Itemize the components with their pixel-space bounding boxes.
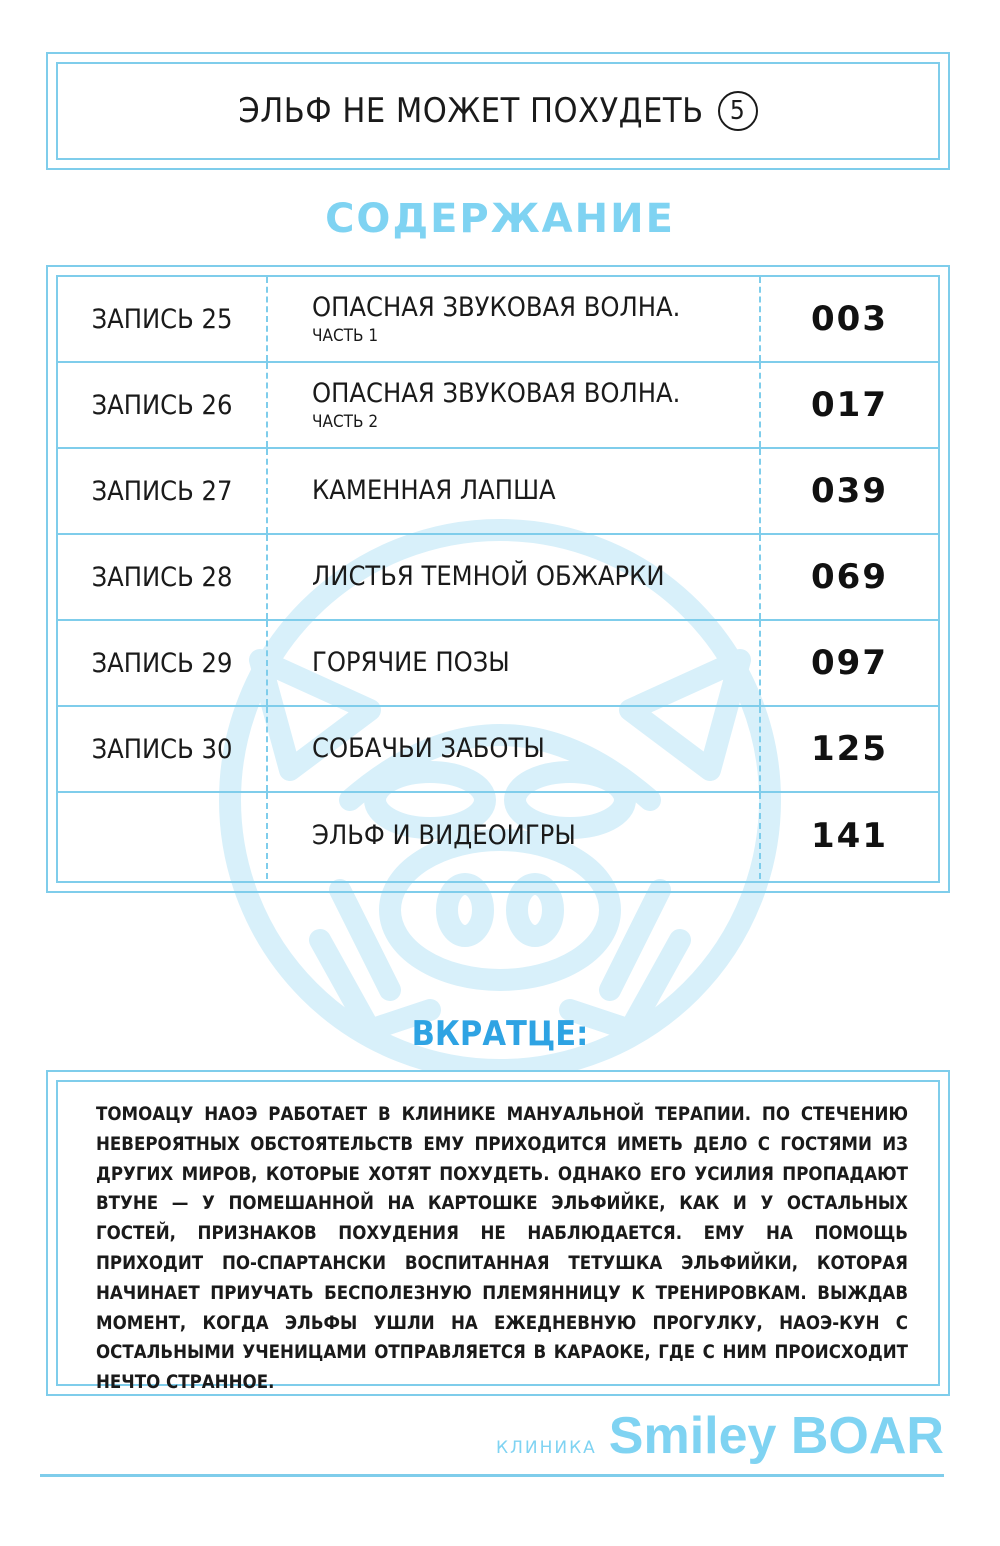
- toc-title: СОБАЧЬИ ЗАБОТЫ: [312, 733, 545, 764]
- toc-title: ЭЛЬФ И ВИДЕОИГРЫ: [312, 820, 576, 851]
- toc-page-number: 069: [759, 535, 938, 619]
- toc-record: ЗАПИСЬ 30: [58, 707, 268, 791]
- book-title-text: ЭЛЬФ НЕ МОЖЕТ ПОХУДЕТЬ: [238, 91, 704, 131]
- toc-page-number: 003: [759, 277, 938, 361]
- toc-row[interactable]: [58, 277, 938, 363]
- toc-chapter-title: [312, 535, 752, 619]
- toc-chapter-title: [312, 621, 752, 705]
- toc-record: ЗАПИСЬ 27: [58, 449, 268, 533]
- toc-row[interactable]: [58, 363, 938, 449]
- toc-page-number: 017: [759, 363, 938, 447]
- summary-heading: ВКРАТЦЕ:: [411, 1014, 589, 1054]
- toc-title: ГОРЯЧИЕ ПОЗЫ: [312, 647, 510, 678]
- footer-brand: [496, 1406, 944, 1466]
- toc-title: ЛИСТЬЯ ТЕМНОЙ ОБЖАРКИ: [312, 561, 665, 592]
- footer-brand-name: Smiley BOAR: [608, 1407, 944, 1465]
- toc-chapter-title: [312, 363, 752, 447]
- toc-row[interactable]: [58, 707, 938, 793]
- toc-title: ОПАСНАЯ ЗВУКОВАЯ ВОЛНА.: [312, 292, 681, 323]
- contents-heading: СОДЕРЖАНИЕ: [325, 196, 675, 242]
- toc-record: ЗАПИСЬ 29: [58, 621, 268, 705]
- footer-divider: [40, 1474, 944, 1477]
- toc-chapter-title: [312, 277, 752, 361]
- header-box: [46, 52, 950, 170]
- toc-row[interactable]: [58, 449, 938, 535]
- toc-chapter-title: [312, 449, 752, 533]
- toc-chapter-title: [312, 707, 752, 791]
- toc-page-number: 097: [759, 621, 938, 705]
- toc-subtitle: ЧАСТЬ 2: [312, 412, 379, 432]
- summary-box: [46, 1070, 950, 1396]
- table-of-contents: [46, 265, 950, 893]
- toc-title: ОПАСНАЯ ЗВУКОВАЯ ВОЛНА.: [312, 378, 681, 409]
- footer-prefix: КЛИНИКА: [496, 1438, 597, 1458]
- book-title: [48, 54, 948, 168]
- summary-text: ТОМОАЦУ НАОЭ РАБОТАЕТ В КЛИНИКЕ МАНУАЛЬНОЙ ТЕРАПИИ. ПО СТЕЧЕНИЮ НЕВЕРОЯТНЫХ ОБСТОЯТЕЛЬСТВ ЕМУ ПРИХОДИТСЯ ИМЕТЬ ДЕЛО С ГОСТЯМИ ИЗ ДРУГИХ МИРОВ, КОТОРЫЕ ХОТЯТ ПОХУДЕТЬ. ОДНАКО ЕГО УСИЛИЯ ПРОПАДАЮТ ВТУНЕ — У ПОМЕШАННОЙ НА КАРТОШКЕ ЭЛЬФИЙКЕ, КАК И У ОСТАЛЬНЫХ ГОСТЕЙ, ПРИЗНАКОВ ПОХУДЕНИЯ НЕ НАБЛЮДАЕТСЯ. ЕМУ НА ПОМОЩЬ ПРИХОДИТ ПО-СПАРТАНСКИ ВОСПИТАННАЯ ТЕТУШКА ЭЛЬФИЙКИ, КОТОРАЯ НАЧИНАЕТ ПРИУЧАТЬ БЕСПОЛЕЗНУЮ ПЛЕМЯННИЦУ К ТРЕНИРОВКАМ. ВЫЖДАВ МОМЕНТ, КОГДА ЭЛЬФЫ УШЛИ НА ЕЖЕДНЕВНУЮ ПРОГУЛКУ, НАОЭ-КУН С ОСТАЛЬНЫМИ УЧЕНИЦАМИ ОТПРАВЛЯЕТСЯ В КАРАОКЕ, ГДЕ С НИМ ПРОИСХОДИТ НЕЧТО СТРАННОЕ.: [96, 1104, 908, 1394]
- toc-chapter-title: [312, 793, 752, 879]
- toc-page-number: 039: [759, 449, 938, 533]
- toc-row[interactable]: [58, 621, 938, 707]
- toc-subtitle: ЧАСТЬ 1: [312, 326, 379, 346]
- volume-number: 5: [718, 91, 758, 131]
- toc-row[interactable]: [58, 535, 938, 621]
- toc-record: ЗАПИСЬ 26: [58, 363, 268, 447]
- toc-page-number: 141: [759, 793, 938, 879]
- toc-page-number: 125: [759, 707, 938, 791]
- toc-row[interactable]: [58, 793, 938, 879]
- toc-title: КАМЕННАЯ ЛАПША: [312, 475, 556, 506]
- toc-record: ЗАПИСЬ 28: [58, 535, 268, 619]
- toc-record: [58, 793, 268, 879]
- toc-record: ЗАПИСЬ 25: [58, 277, 268, 361]
